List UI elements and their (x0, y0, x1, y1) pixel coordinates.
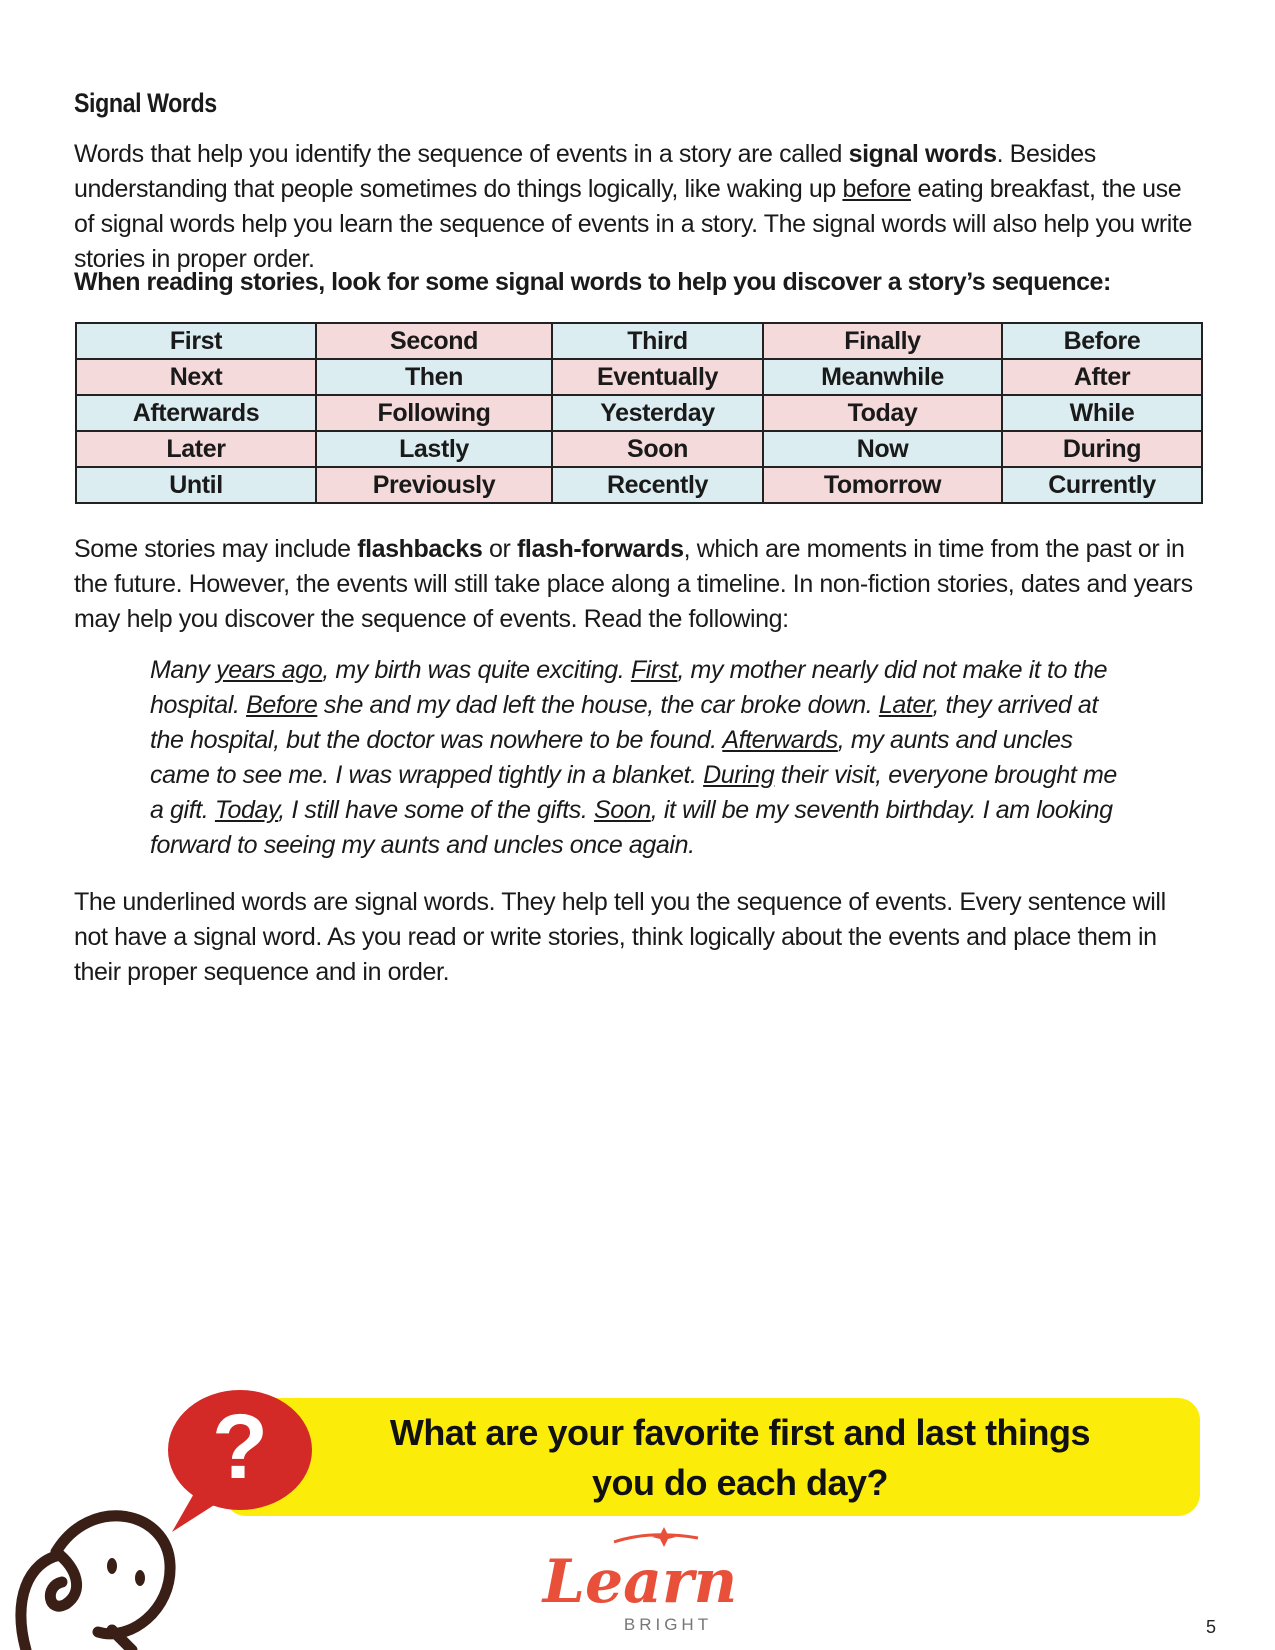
table-cell: First (76, 323, 316, 359)
intro-bold-term: signal words (848, 140, 997, 168)
section-heading: Signal Words (74, 88, 217, 118)
story-text: , it will be my seventh birthday. I am looking forward to seeing my aunts and uncles once again. (150, 796, 1113, 859)
table-row (76, 395, 1202, 431)
table-cell: Lastly (316, 431, 552, 467)
flash-text-2: or (482, 535, 517, 563)
story-signal-word: During (703, 761, 775, 789)
logo-subtitle: BRIGHT (623, 1615, 713, 1634)
story-text: , my mother nearly did not make it to the hospital. (150, 656, 1108, 719)
intro-text-2: . Besides understanding that people sometimes do things logically, like waking up (74, 140, 1096, 203)
flashback-paragraph (74, 532, 1200, 637)
flash-text-3: , which are moments in time from the past or in the future. However, the events will still take place along a timeline. In non-fiction stories, dates and years may help you discover the sequence of events. Read the following: (74, 535, 1193, 633)
story-signal-word: Later (878, 691, 933, 719)
intro-text-1: Words that help you identify the sequence of events in a story are called (74, 140, 849, 168)
flash-bold-term-1: flashbacks (357, 535, 483, 563)
table-cell: During (1002, 431, 1202, 467)
table-cell: Until (76, 467, 316, 503)
story-signal-word: years ago (216, 656, 323, 684)
table-row (76, 431, 1202, 467)
table-cell: Later (76, 431, 316, 467)
table-cell: Finally (763, 323, 1002, 359)
question-line-1: What are your favorite first and last things (389, 1412, 1091, 1453)
table-cell: Third (552, 323, 763, 359)
intro-paragraph (74, 137, 1200, 277)
table-cell: After (1002, 359, 1202, 395)
flash-text-1: Some stories may include (74, 535, 358, 563)
table-cell: Yesterday (552, 395, 763, 431)
table-cell: Tomorrow (763, 467, 1002, 503)
table-cell: Now (763, 431, 1002, 467)
story-text: , my aunts and uncles came to see me. I was wrapped tightly in a blanket. (150, 726, 1073, 789)
story-signal-word: Afterwards (722, 726, 838, 754)
story-text: she and my dad left the house, the car broke down. (317, 691, 879, 719)
question-text (300, 1408, 1180, 1508)
table-cell: Previously (316, 467, 552, 503)
table-cell: Today (763, 395, 1002, 431)
signal-words-table (75, 322, 1203, 504)
table-subheading: When reading stories, look for some signal words to help you discover a story’s sequence: (74, 268, 1111, 296)
table-cell: Then (316, 359, 552, 395)
table-cell: Currently (1002, 467, 1202, 503)
story-signal-word: Before (246, 691, 318, 719)
table-cell: Second (316, 323, 552, 359)
table-row (76, 359, 1202, 395)
example-story (150, 653, 1130, 863)
table-cell: While (1002, 395, 1202, 431)
table-row (76, 467, 1202, 503)
intro-text-3: eating breakfast, the use of signal words help you learn the sequence of events in a story. The signal words will also help you write stories in proper order. (74, 175, 1193, 273)
story-signal-word: Today (214, 796, 279, 824)
table-cell: Afterwards (76, 395, 316, 431)
table-row (76, 323, 1202, 359)
flash-bold-term-2: flash-forwards (516, 535, 684, 563)
figure-eye (135, 1570, 145, 1586)
table-cell: Recently (552, 467, 763, 503)
table-cell: Meanwhile (763, 359, 1002, 395)
story-signal-word: Soon (593, 796, 651, 824)
conclusion-paragraph: The underlined words are signal words. They help tell you the sequence of events. Every sentence will not have a signal word. As you read or write stories, think logically about the events and place them in their proper sequence and in order. (74, 888, 1166, 986)
logo-wordmark: Learn (542, 1547, 738, 1617)
story-text: , my birth was quite exciting. (322, 656, 631, 684)
question-mark-icon: ? (211, 1396, 269, 1498)
question-line-2: you do each day? (591, 1462, 889, 1503)
story-text: their visit, everyone brought me a gift. (150, 761, 1117, 824)
table-cell: Before (1002, 323, 1202, 359)
story-signal-word: First (630, 656, 678, 684)
figure-eye (107, 1558, 117, 1574)
story-text: , I still have some of the gifts. (278, 796, 594, 824)
table-cell: Soon (552, 431, 763, 467)
intro-underlined-word: before (842, 175, 911, 203)
learn-bright-logo (530, 1522, 750, 1650)
table-cell: Next (76, 359, 316, 395)
table-cell: Following (316, 395, 552, 431)
story-text: , they arrived at the hospital, but the doctor was nowhere to be found. (150, 691, 1098, 754)
page-number: 5 (1206, 1617, 1217, 1637)
thinking-figure-icon (0, 1360, 320, 1650)
story-text: Many (150, 656, 217, 684)
logo-star-icon (614, 1535, 698, 1542)
table-cell: Eventually (552, 359, 763, 395)
